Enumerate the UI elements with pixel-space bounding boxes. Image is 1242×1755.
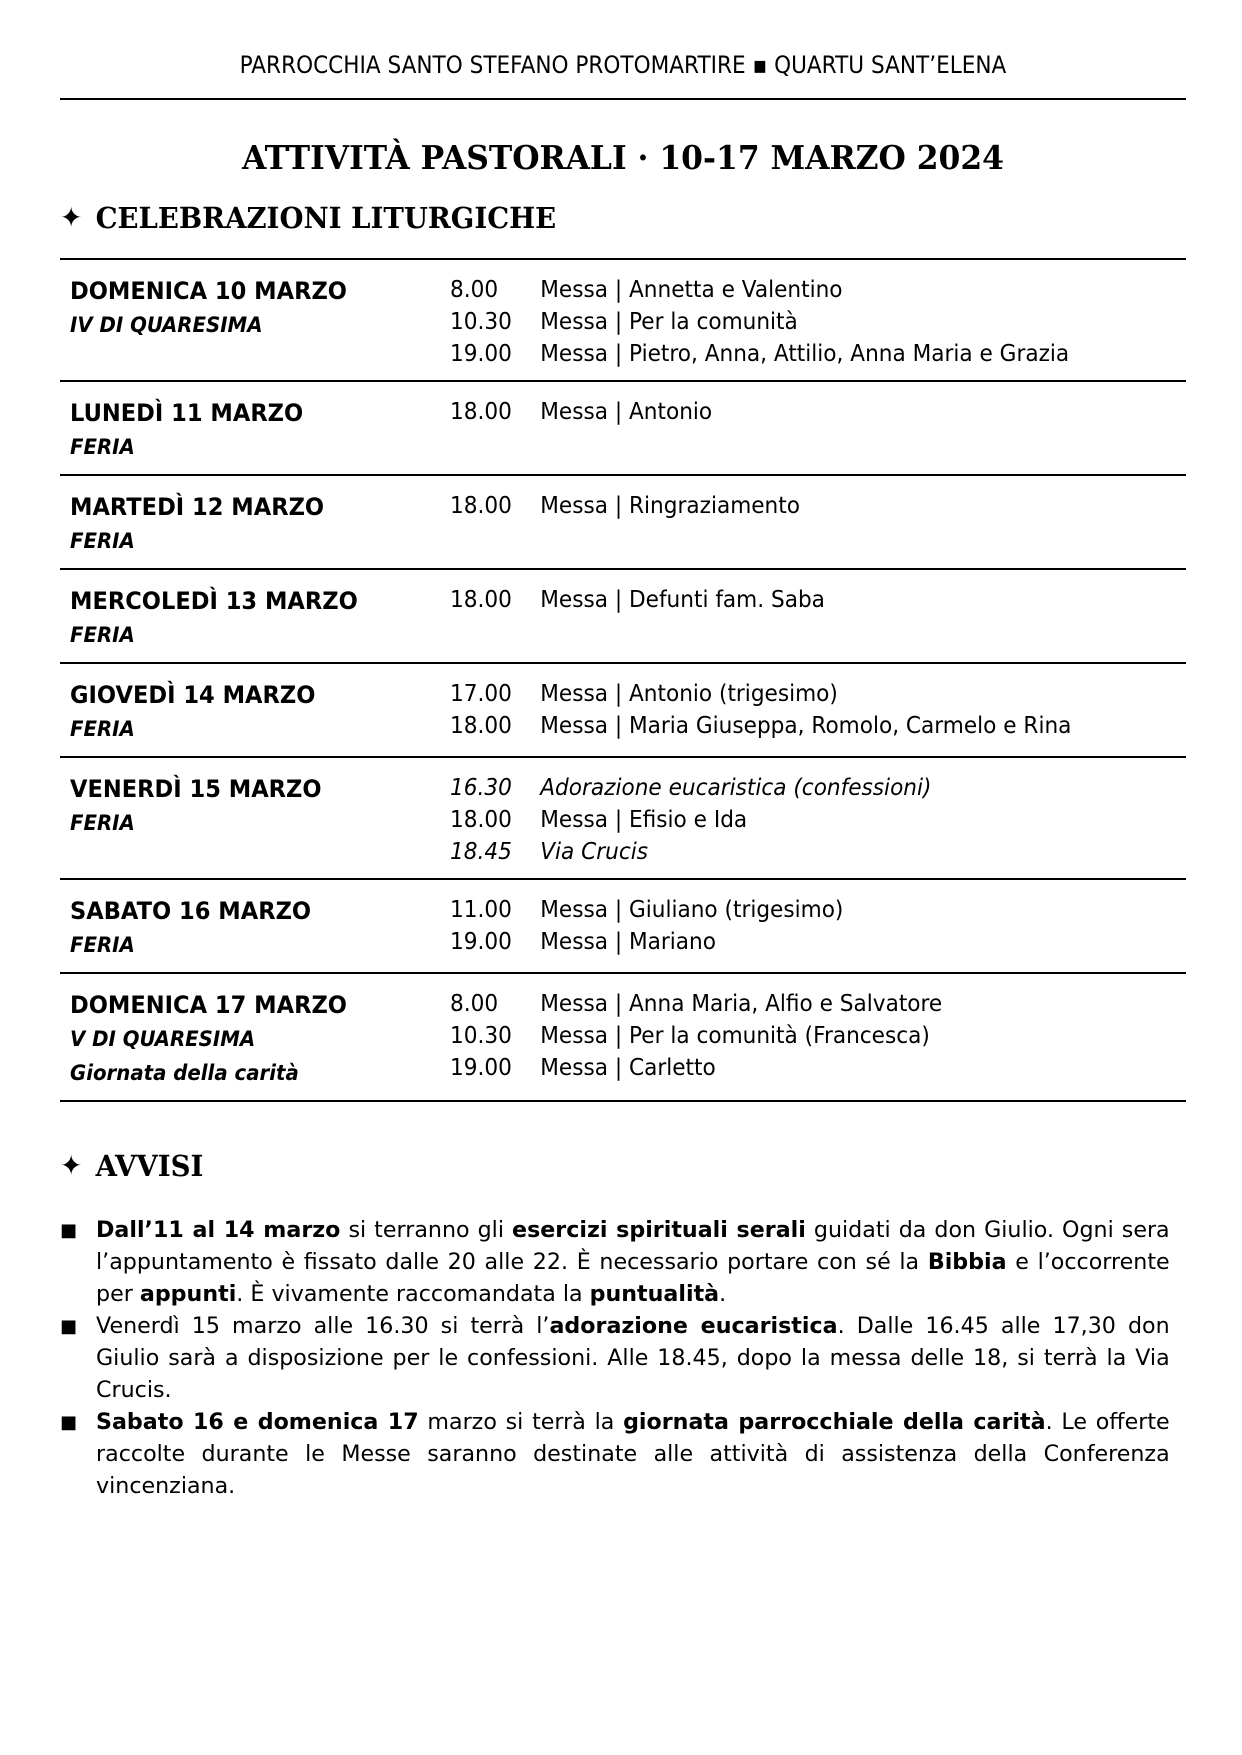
- notice-fragment: . Dalle 16.45 alle 17,30 don Giulio sarà a disposizione per le confessioni. Alle 18.45, dopo la messa delle 18, si terrà la Via Crucis.: [96, 1313, 1170, 1403]
- section-notices-label: AVVISI: [95, 1149, 204, 1183]
- liturgical-day: FERIA: [70, 435, 135, 459]
- event-description: Messa | Per la comunità (Francesca): [540, 1023, 930, 1049]
- day-cell: [70, 678, 427, 746]
- liturgical-day: FERIA: [70, 623, 135, 647]
- day-name: DOMENICA 10 MARZO: [70, 277, 347, 305]
- events-cell: [450, 396, 1186, 464]
- event-description: Messa | Ringraziamento: [540, 493, 800, 519]
- section-celebrations-heading: [60, 198, 1130, 238]
- events-cell: [450, 490, 1186, 558]
- day-name: DOMENICA 17 MARZO: [70, 991, 347, 1019]
- liturgical-day: V DI QUARESIMA: [70, 1027, 256, 1051]
- notice-emphasis: adorazione eucaristica: [549, 1313, 838, 1339]
- event-time: 17.00: [450, 681, 512, 707]
- schedule-row: [60, 260, 1186, 382]
- day-name: MERCOLEDÌ 13 MARZO: [70, 587, 358, 615]
- event-description: Messa | Pietro, Anna, Attilio, Anna Maria e Grazia: [540, 341, 1070, 367]
- day-cell: [70, 274, 427, 370]
- event-description: Messa | Giuliano (trigesimo): [540, 897, 844, 923]
- notices-list: [60, 1214, 1186, 1502]
- notice-fragment: . Le offerte raccolte durante le Messe saranno destinate alle attività di assistenza della Conferenza vincenziana.: [96, 1409, 1170, 1499]
- event-time: 10.30: [450, 309, 512, 335]
- notice-item: [60, 1406, 1186, 1502]
- event: [450, 490, 1142, 522]
- event-time: 18.00: [450, 807, 512, 833]
- event-time: 19.00: [450, 341, 512, 367]
- notice-fragment: Venerdì 15 marzo alle 16.30 si terrà l’: [96, 1313, 550, 1339]
- event-time: 18.00: [450, 587, 512, 613]
- day-cell: [70, 584, 427, 652]
- schedule-row: [60, 664, 1186, 758]
- day-cell: [70, 772, 427, 868]
- schedule-table: [60, 258, 1186, 1102]
- event-time: 18.00: [450, 713, 512, 739]
- event: [450, 306, 1142, 338]
- schedule-row: [60, 974, 1186, 1102]
- schedule-row: [60, 570, 1186, 664]
- event: [450, 338, 1142, 370]
- parish-name: PARROCCHIA SANTO STEFANO PROTOMARTIRE ▪ QUARTU SANT’ELENA: [239, 51, 1007, 79]
- events-cell: [450, 772, 1186, 868]
- event: [450, 1020, 1142, 1052]
- liturgical-day: FERIA: [70, 717, 135, 741]
- schedule-row: [60, 382, 1186, 476]
- event-description: Messa | Efisio e Ida: [540, 807, 748, 833]
- event: [450, 710, 1142, 742]
- notice-emphasis: Bibbia: [927, 1249, 1007, 1275]
- event-description: Messa | Per la comunità: [540, 309, 798, 335]
- notice-fragment: si terranno gli: [340, 1217, 513, 1243]
- section-notices-heading: [60, 1146, 1130, 1186]
- page-title: ATTIVITÀ PASTORALI · 10-17 MARZO 2024: [241, 138, 1004, 177]
- section-celebrations-label: CELEBRAZIONI LITURGICHE: [95, 201, 557, 235]
- events-cell: [450, 988, 1186, 1090]
- event-time: 16.30: [450, 775, 512, 801]
- event: [450, 772, 1142, 804]
- notice-fragment: guidati da don Giulio. Ogni sera l’appuntamento è fissato dalle 20 alle 22. È necessario portare con sé la: [96, 1217, 1170, 1275]
- notice-text: [96, 1406, 1170, 1502]
- event-time: 18.00: [450, 399, 512, 425]
- event-time: 18.45: [450, 839, 512, 865]
- events-cell: [450, 584, 1186, 652]
- liturgical-day: IV DI QUARESIMA: [70, 313, 263, 337]
- event: [450, 894, 1142, 926]
- event-description: Messa | Carletto: [540, 1055, 716, 1081]
- notice-emphasis: giornata parrocchiale della carità: [623, 1409, 1046, 1435]
- square-bullet-icon: ■: [60, 1220, 78, 1241]
- event-description: Messa | Antonio (trigesimo): [540, 681, 838, 707]
- notice-fragment: . È vivamente raccomandata la: [236, 1281, 590, 1307]
- notice-fragment: e l’occorrente per: [96, 1249, 1170, 1307]
- event-time: 19.00: [450, 1055, 512, 1081]
- day-cell: [70, 894, 427, 962]
- event-time: 8.00: [450, 991, 499, 1017]
- schedule-row: [60, 880, 1186, 974]
- event-time: 10.30: [450, 1023, 512, 1049]
- event-time: 11.00: [450, 897, 512, 923]
- event-description: Messa | Mariano: [540, 929, 716, 955]
- liturgical-day: Giornata della carità: [70, 1061, 299, 1085]
- day-name: GIOVEDÌ 14 MARZO: [70, 681, 316, 709]
- event: [450, 584, 1142, 616]
- notice-emphasis: Dall’11 al 14 marzo: [96, 1217, 341, 1243]
- event-description: Messa | Defunti fam. Saba: [540, 587, 825, 613]
- four-pointed-star-icon: ✦: [60, 1149, 83, 1182]
- liturgical-day: FERIA: [70, 811, 135, 835]
- notice-fragment: .: [719, 1281, 727, 1307]
- notice-item: [60, 1214, 1186, 1310]
- events-cell: [450, 894, 1186, 962]
- notice-item: [60, 1310, 1186, 1406]
- event-time: 8.00: [450, 277, 499, 303]
- notice-text: [96, 1310, 1170, 1406]
- notice-fragment: marzo si terrà la: [418, 1409, 624, 1435]
- liturgical-day: FERIA: [70, 529, 135, 553]
- day-cell: [70, 490, 427, 558]
- event-time: 19.00: [450, 929, 512, 955]
- event: [450, 836, 1142, 868]
- schedule-row: [60, 758, 1186, 880]
- event-description: Messa | Antonio: [540, 399, 713, 425]
- notice-emphasis: appunti: [139, 1281, 237, 1307]
- event-description: Messa | Annetta e Valentino: [540, 277, 843, 303]
- day-name: MARTEDÌ 12 MARZO: [70, 493, 325, 521]
- event: [450, 1052, 1142, 1084]
- notice-emphasis: Sabato 16 e domenica 17: [96, 1409, 419, 1435]
- day-name: LUNEDÌ 11 MARZO: [70, 399, 304, 427]
- event-description: Adorazione eucaristica (confessioni): [540, 775, 932, 801]
- schedule-row: [60, 476, 1186, 570]
- event: [450, 678, 1142, 710]
- page: [60, 0, 1186, 1502]
- event-time: 18.00: [450, 493, 512, 519]
- events-cell: [450, 274, 1186, 370]
- event-description: Messa | Maria Giuseppa, Romolo, Carmelo e Rina: [540, 713, 1072, 739]
- day-name: VENERDÌ 15 MARZO: [70, 775, 322, 803]
- event: [450, 396, 1142, 428]
- event: [450, 804, 1142, 836]
- page-header: [60, 44, 1186, 100]
- event: [450, 988, 1142, 1020]
- events-cell: [450, 678, 1186, 746]
- event: [450, 926, 1142, 958]
- day-cell: [70, 988, 427, 1090]
- notice-emphasis: puntualità: [589, 1281, 720, 1307]
- day-name: SABATO 16 MARZO: [70, 897, 312, 925]
- square-bullet-icon: ■: [60, 1412, 78, 1433]
- notice-emphasis: esercizi spirituali serali: [512, 1217, 806, 1243]
- square-bullet-icon: ■: [60, 1316, 78, 1337]
- day-cell: [70, 396, 427, 464]
- event-description: Messa | Anna Maria, Alfio e Salvatore: [540, 991, 943, 1017]
- event: [450, 274, 1142, 306]
- liturgical-day: FERIA: [70, 933, 135, 957]
- four-pointed-star-icon: ✦: [60, 201, 83, 234]
- notice-text: [96, 1214, 1170, 1310]
- event-description: Via Crucis: [540, 839, 649, 865]
